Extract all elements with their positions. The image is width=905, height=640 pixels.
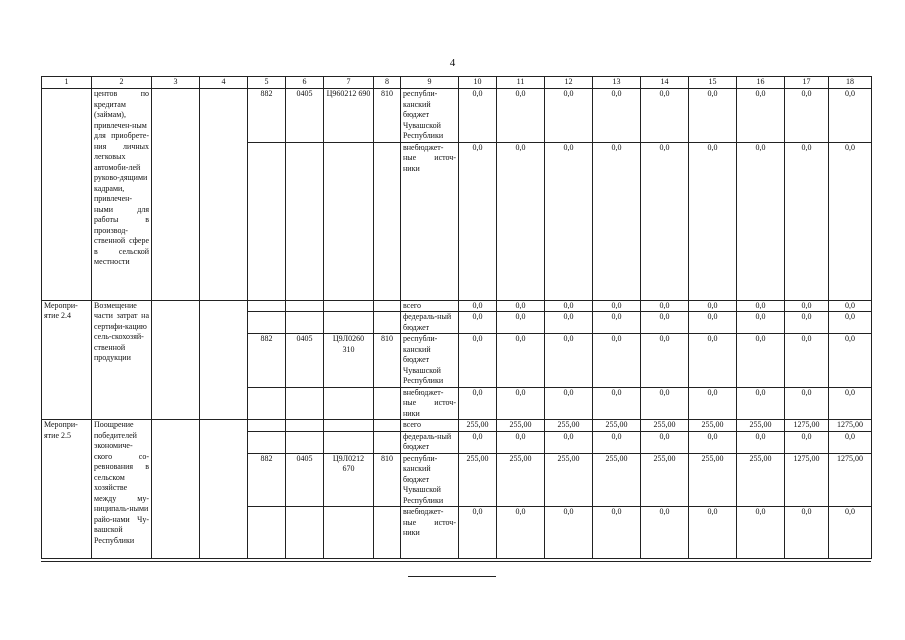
column-header: 13 — [593, 77, 641, 89]
column-header: 16 — [737, 77, 785, 89]
amount-cell: 0,0 — [545, 431, 593, 453]
amount-cell: 0,0 — [497, 312, 545, 334]
amount-cell: 0,0 — [459, 431, 497, 453]
amount-cell: 0,0 — [545, 312, 593, 334]
amount-cell: 0,0 — [593, 89, 641, 143]
measure-description: Возмещение части затрат на сертифи-кацию сель-скохозяй-ственной продукции — [92, 300, 152, 420]
amount-cell: 0,0 — [641, 507, 689, 559]
column-header: 12 — [545, 77, 593, 89]
amount-cell: 0,0 — [785, 312, 829, 334]
column-header: 10 — [459, 77, 497, 89]
measure-description: Поощрение победителей экономиче-ского со-ревнования в сельском хозяйстве между му-ниципаль-ными райо-нами Чу-вашской Республики — [92, 420, 152, 559]
amount-cell: 0,0 — [829, 431, 872, 453]
table-row — [42, 300, 872, 312]
column-header: 4 — [200, 77, 248, 89]
amount-cell: 255,00 — [497, 453, 545, 507]
amount-cell: 255,00 — [737, 453, 785, 507]
amount-cell: 0,0 — [689, 142, 737, 300]
amount-cell: 0,0 — [497, 507, 545, 559]
amount-cell: 0,0 — [497, 142, 545, 300]
target-article-code: Ц9Л0260 310 — [324, 334, 374, 388]
funding-source: федераль-ный бюджет — [401, 431, 459, 453]
target-article-code — [324, 420, 374, 432]
amount-cell: 0,0 — [785, 142, 829, 300]
amount-cell: 0,0 — [545, 89, 593, 143]
target-article-code — [324, 507, 374, 559]
amount-cell: 0,0 — [737, 334, 785, 388]
amount-cell: 1275,00 — [785, 420, 829, 432]
target-article-code: Ц960212 690 — [324, 89, 374, 143]
amount-cell: 255,00 — [641, 453, 689, 507]
section-code: 0405 — [286, 334, 324, 388]
amount-cell: 0,0 — [641, 431, 689, 453]
funding-source: республи-канский бюджет Чувашской Республики — [401, 334, 459, 388]
expense-type-code — [374, 142, 401, 300]
amount-cell: 0,0 — [689, 431, 737, 453]
col3-cell — [152, 420, 200, 559]
amount-cell: 255,00 — [737, 420, 785, 432]
section-code — [286, 312, 324, 334]
ministry-code — [248, 420, 286, 432]
amount-cell: 0,0 — [459, 142, 497, 300]
column-header: 3 — [152, 77, 200, 89]
expense-type-code: 810 — [374, 89, 401, 143]
amount-cell: 0,0 — [737, 142, 785, 300]
amount-cell: 0,0 — [737, 312, 785, 334]
amount-cell: 255,00 — [459, 420, 497, 432]
col3-cell — [152, 300, 200, 420]
measure-name — [42, 89, 92, 301]
amount-cell: 0,0 — [593, 431, 641, 453]
amount-cell: 0,0 — [545, 142, 593, 300]
expense-type-code: 810 — [374, 453, 401, 507]
amount-cell: 0,0 — [593, 300, 641, 312]
amount-cell: 255,00 — [593, 420, 641, 432]
col4-cell — [200, 89, 248, 301]
column-header: 1 — [42, 77, 92, 89]
amount-cell: 0,0 — [497, 300, 545, 312]
amount-cell: 0,0 — [737, 89, 785, 143]
amount-cell: 255,00 — [641, 420, 689, 432]
ministry-code — [248, 387, 286, 420]
col4-cell — [200, 420, 248, 559]
amount-cell: 0,0 — [545, 300, 593, 312]
funding-source: федераль-ный бюджет — [401, 312, 459, 334]
amount-cell: 0,0 — [785, 387, 829, 420]
target-article-code — [324, 312, 374, 334]
amount-cell: 0,0 — [497, 334, 545, 388]
section-code — [286, 387, 324, 420]
amount-cell: 0,0 — [641, 142, 689, 300]
column-header: 14 — [641, 77, 689, 89]
amount-cell: 0,0 — [689, 300, 737, 312]
amount-cell: 0,0 — [593, 312, 641, 334]
amount-cell: 0,0 — [459, 300, 497, 312]
amount-cell: 0,0 — [737, 507, 785, 559]
col4-cell — [200, 300, 248, 420]
amount-cell: 0,0 — [829, 312, 872, 334]
footnote-line — [408, 576, 496, 577]
section-code — [286, 420, 324, 432]
target-article-code — [324, 142, 374, 300]
amount-cell: 1275,00 — [829, 453, 872, 507]
table-row — [42, 420, 872, 432]
amount-cell: 0,0 — [785, 334, 829, 388]
column-header: 5 — [248, 77, 286, 89]
amount-cell: 0,0 — [689, 334, 737, 388]
expense-type-code — [374, 507, 401, 559]
expense-type-code: 810 — [374, 334, 401, 388]
section-code — [286, 507, 324, 559]
funding-source: внебюджет-ные источ-ники — [401, 142, 459, 300]
amount-cell: 255,00 — [689, 420, 737, 432]
amount-cell: 255,00 — [497, 420, 545, 432]
funding-source: республи-канский бюджет Чувашской Республики — [401, 89, 459, 143]
amount-cell: 0,0 — [497, 431, 545, 453]
amount-cell: 255,00 — [545, 420, 593, 432]
target-article-code — [324, 387, 374, 420]
amount-cell: 0,0 — [829, 387, 872, 420]
column-header: 7 — [324, 77, 374, 89]
amount-cell: 255,00 — [593, 453, 641, 507]
measure-name: Меропри-ятие 2.5 — [42, 420, 92, 559]
amount-cell: 0,0 — [545, 334, 593, 388]
ministry-code: 882 — [248, 453, 286, 507]
column-header: 11 — [497, 77, 545, 89]
budget-table — [41, 76, 872, 559]
amount-cell: 0,0 — [737, 431, 785, 453]
amount-cell: 0,0 — [593, 507, 641, 559]
amount-cell: 1275,00 — [829, 420, 872, 432]
amount-cell: 255,00 — [689, 453, 737, 507]
ministry-code — [248, 431, 286, 453]
amount-cell: 0,0 — [829, 300, 872, 312]
column-header: 9 — [401, 77, 459, 89]
column-header: 18 — [829, 77, 872, 89]
amount-cell: 0,0 — [829, 507, 872, 559]
table-row — [42, 89, 872, 143]
amount-cell: 0,0 — [689, 312, 737, 334]
amount-cell: 0,0 — [593, 334, 641, 388]
amount-cell: 1275,00 — [785, 453, 829, 507]
amount-cell: 0,0 — [641, 300, 689, 312]
funding-source: внебюджет-ные источ-ники — [401, 387, 459, 420]
amount-cell: 0,0 — [829, 89, 872, 143]
amount-cell: 0,0 — [829, 142, 872, 300]
ministry-code: 882 — [248, 89, 286, 143]
amount-cell: 255,00 — [459, 453, 497, 507]
amount-cell: 0,0 — [497, 89, 545, 143]
target-article-code — [324, 300, 374, 312]
amount-cell: 0,0 — [641, 387, 689, 420]
expense-type-code — [374, 312, 401, 334]
ministry-code — [248, 507, 286, 559]
column-header: 15 — [689, 77, 737, 89]
amount-cell: 0,0 — [689, 89, 737, 143]
amount-cell: 0,0 — [497, 387, 545, 420]
measure-name: Меропри-ятие 2.4 — [42, 300, 92, 420]
col3-cell — [152, 89, 200, 301]
ministry-code — [248, 300, 286, 312]
funding-source: всего — [401, 300, 459, 312]
funding-source: внебюджет-ные источ-ники — [401, 507, 459, 559]
table-bottom-rule — [41, 561, 871, 562]
ministry-code: 882 — [248, 334, 286, 388]
funding-source: всего — [401, 420, 459, 432]
amount-cell: 0,0 — [641, 312, 689, 334]
funding-source: республи-канский бюджет Чувашской Республики — [401, 453, 459, 507]
column-header: 6 — [286, 77, 324, 89]
amount-cell: 0,0 — [785, 300, 829, 312]
amount-cell: 0,0 — [785, 89, 829, 143]
ministry-code — [248, 312, 286, 334]
amount-cell: 0,0 — [785, 431, 829, 453]
section-code: 0405 — [286, 89, 324, 143]
section-code — [286, 142, 324, 300]
column-header: 2 — [92, 77, 152, 89]
amount-cell: 0,0 — [641, 89, 689, 143]
amount-cell: 0,0 — [459, 89, 497, 143]
section-code — [286, 431, 324, 453]
amount-cell: 0,0 — [785, 507, 829, 559]
amount-cell: 0,0 — [459, 334, 497, 388]
expense-type-code — [374, 387, 401, 420]
section-code: 0405 — [286, 453, 324, 507]
amount-cell: 0,0 — [689, 507, 737, 559]
amount-cell: 0,0 — [689, 387, 737, 420]
amount-cell: 0,0 — [459, 387, 497, 420]
expense-type-code — [374, 431, 401, 453]
ministry-code — [248, 142, 286, 300]
amount-cell: 0,0 — [459, 312, 497, 334]
amount-cell: 0,0 — [829, 334, 872, 388]
amount-cell: 0,0 — [545, 507, 593, 559]
header-row — [42, 77, 872, 89]
target-article-code: Ц9Л0212 670 — [324, 453, 374, 507]
amount-cell: 0,0 — [641, 334, 689, 388]
amount-cell: 0,0 — [737, 300, 785, 312]
expense-type-code — [374, 300, 401, 312]
column-header: 17 — [785, 77, 829, 89]
measure-description: центов по кредитам (займам), привлечен-ным для приобрете-ния личных легковых автомоби-лей руково-дящими кадрами, привлечен-ными для работы в производ-ственной сфере в сельской местности — [92, 89, 152, 301]
amount-cell: 255,00 — [545, 453, 593, 507]
amount-cell: 0,0 — [737, 387, 785, 420]
amount-cell: 0,0 — [545, 387, 593, 420]
expense-type-code — [374, 420, 401, 432]
target-article-code — [324, 431, 374, 453]
section-code — [286, 300, 324, 312]
amount-cell: 0,0 — [459, 507, 497, 559]
column-header: 8 — [374, 77, 401, 89]
amount-cell: 0,0 — [593, 142, 641, 300]
page-number: 4 — [449, 57, 456, 69]
amount-cell: 0,0 — [593, 387, 641, 420]
